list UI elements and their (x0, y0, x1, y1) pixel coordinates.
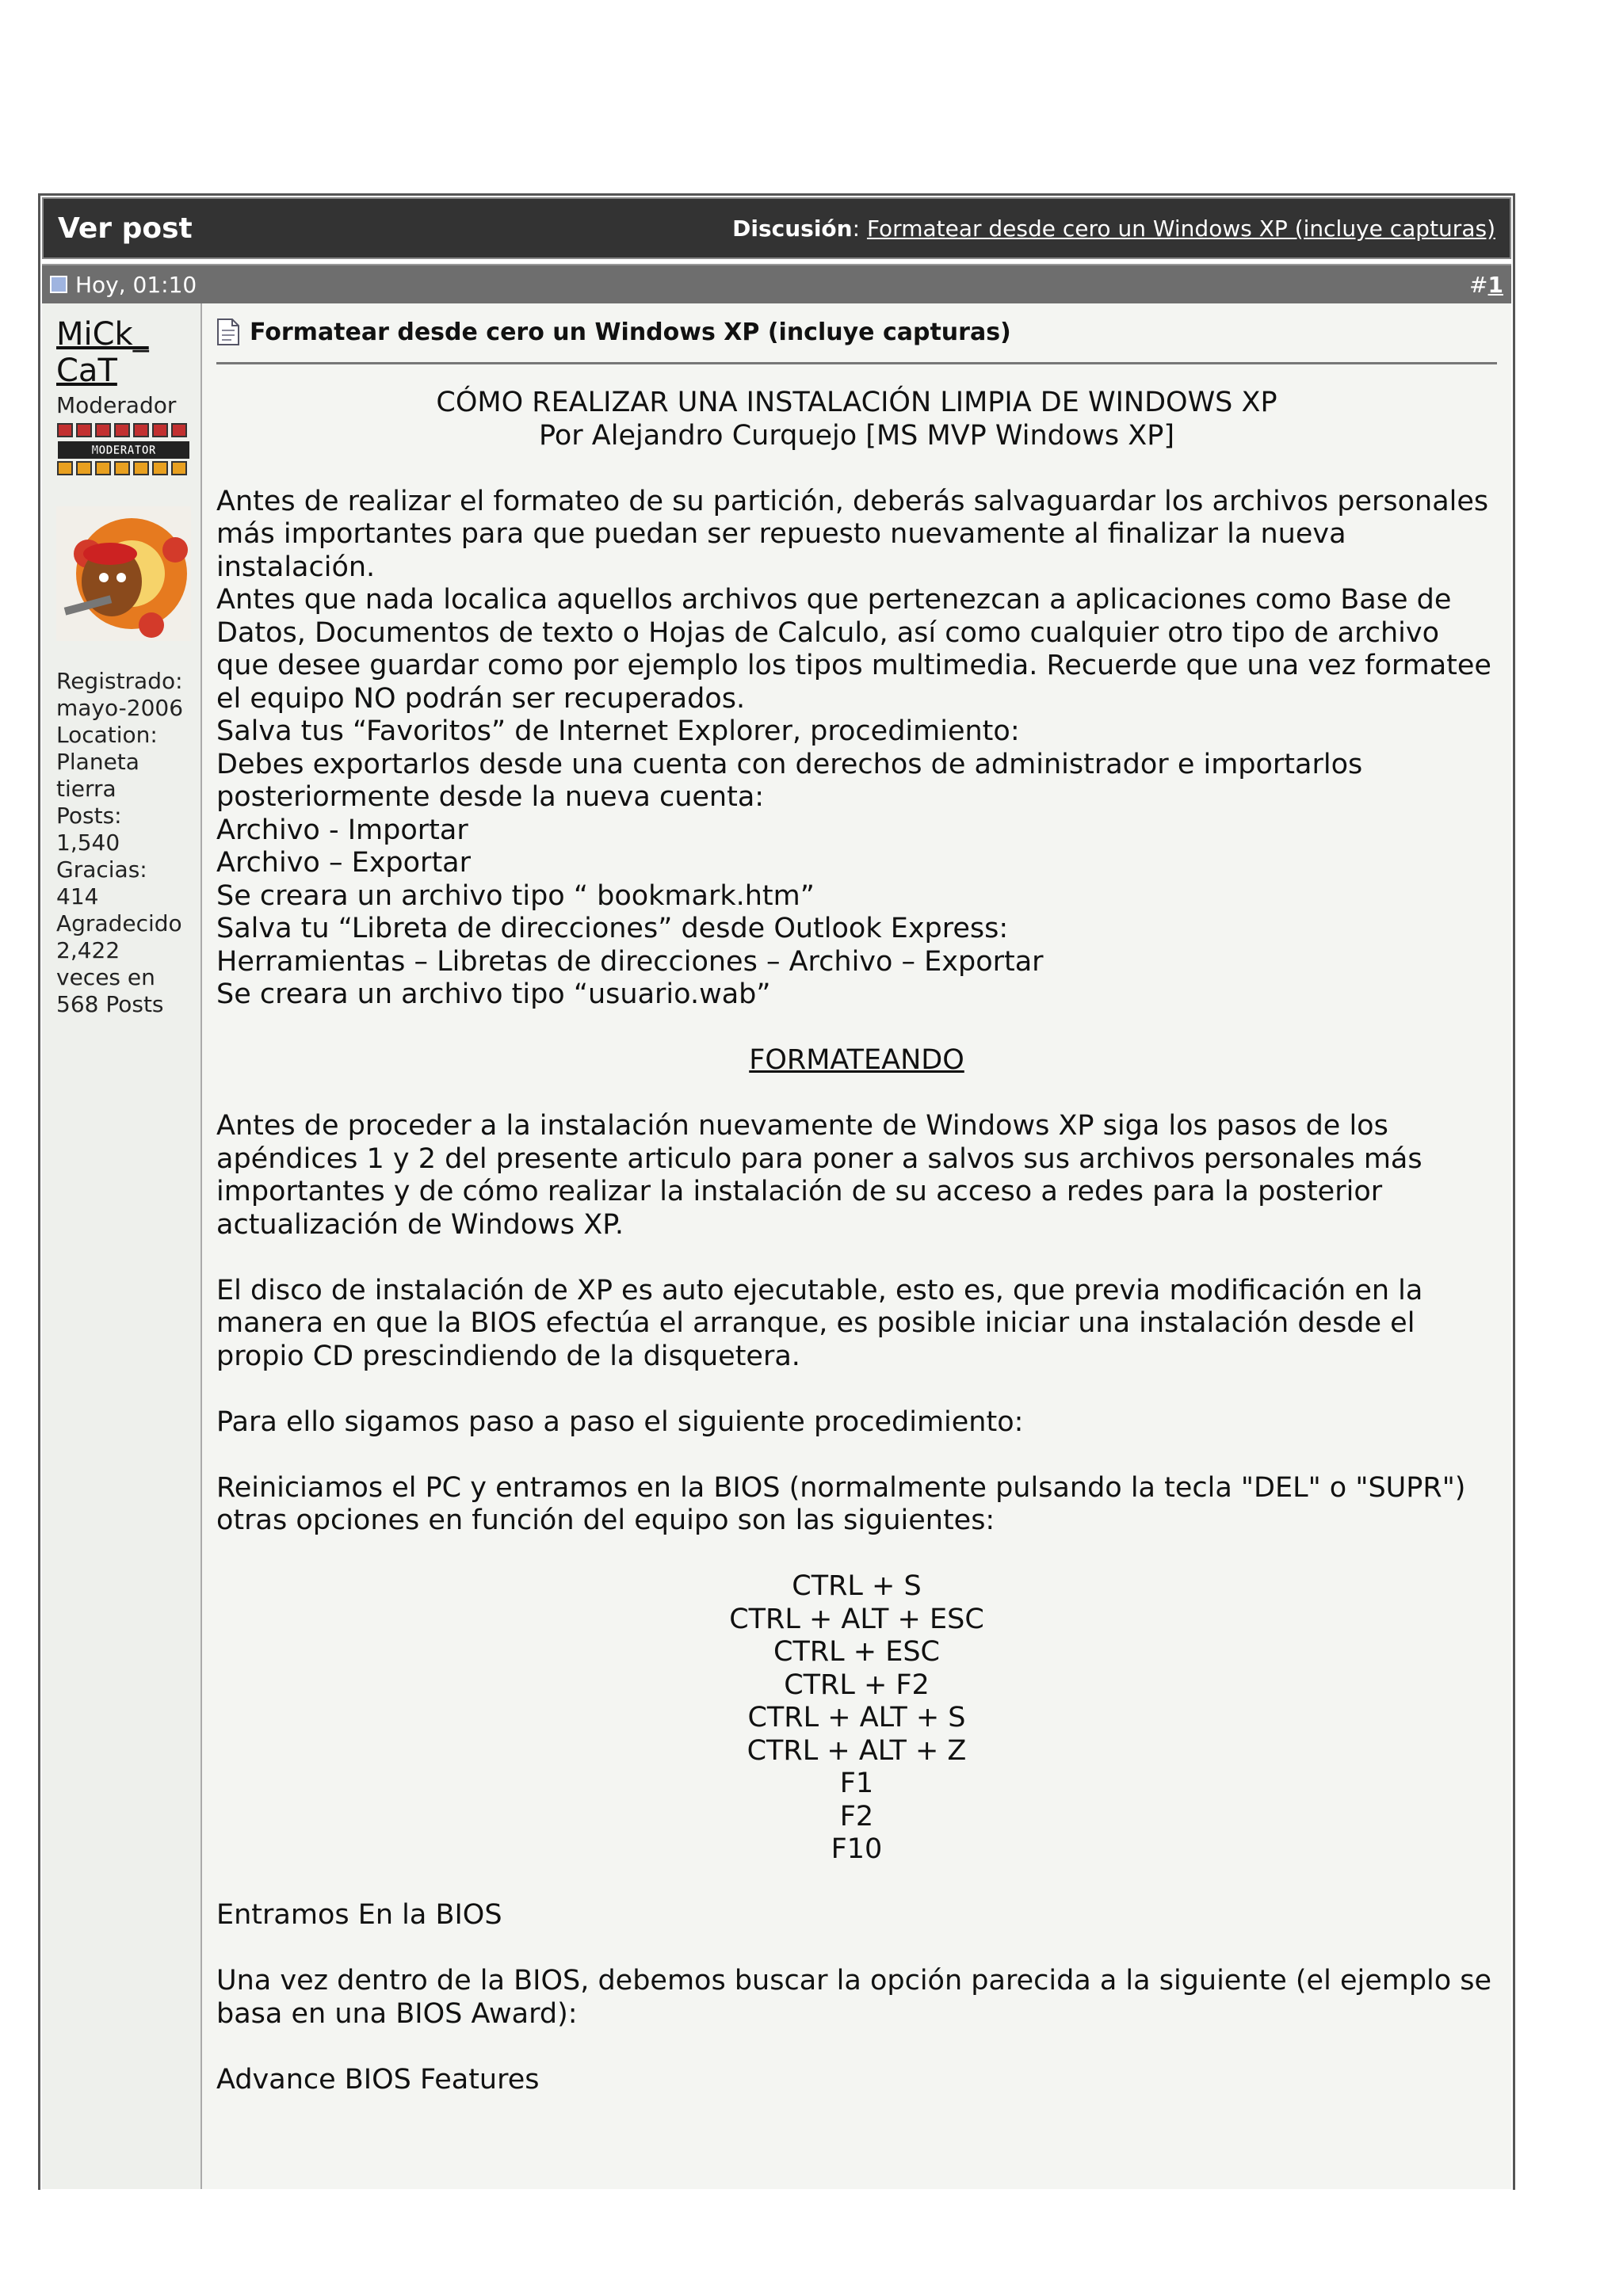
paragraph: Antes que nada localica aquellos archivos que pertenezcan a aplicaciones como Base de Datos, Documentos de texto o Hojas de Calculo, así como cualquier otro tipo de archivo que desee guardar como por ejemplo los tipos multimedia. Recuerde que una vez formatee el equipo NO podrán ser recuperados. (216, 584, 1491, 715)
paragraph: Archivo - Importar (216, 814, 468, 846)
paragraph: Debes exportarlos desde una cuenta con derechos de administrador e importarlos posteriormente desde la nueva cuenta: (216, 748, 1363, 813)
rank-square (153, 424, 167, 437)
paragraph: Herramientas – Libretas de direcciones – Archivo – Exportar (216, 945, 1044, 978)
document-icon (216, 318, 240, 346)
info-line: Posts: (56, 803, 122, 829)
username-line2: CaT (56, 353, 117, 389)
paragraph: Advance BIOS Features (216, 2063, 540, 2096)
paragraph: Salva tus “Favoritos” de Internet Explorer, procedimiento: (216, 715, 1020, 747)
rank-square (115, 462, 129, 475)
paragraph: Se creara un archivo tipo “ bookmark.htm” (216, 879, 815, 912)
paragraph: Se creara un archivo tipo “usuario.wab” (216, 978, 771, 1010)
rank-square (134, 462, 148, 475)
info-line: mayo-2006 (56, 695, 184, 721)
post-title: Formatear desde cero un Windows XP (incluye capturas) (250, 318, 1011, 346)
page-title: Ver post (58, 212, 193, 245)
post-date-bar (42, 264, 1511, 303)
post-header-bar (42, 197, 1511, 259)
key-combo: CTRL + F2 (784, 1669, 930, 1701)
key-combo: CTRL + ESC (773, 1636, 940, 1668)
paragraph: Antes de proceder a la instalación nuevamente de Windows XP siga los pasos de los apéndices 1 y 2 del presente articulo para poner a salvos sus archivos personales más importantes y de cómo realizar la instalación de su acceso a redes para la posterior actualización de Windows XP. (216, 1110, 1423, 1241)
rank-square (77, 462, 91, 475)
rank-square (134, 424, 148, 437)
post-content-row (42, 303, 1511, 2189)
info-line: Gracias: (56, 856, 147, 883)
info-line: 414 (56, 883, 99, 910)
key-combo: F2 (839, 1800, 874, 1833)
rank-square (153, 462, 167, 475)
post-body (202, 303, 1511, 2189)
post-number-prefix: # (1469, 271, 1488, 298)
rank-square (58, 424, 72, 437)
paragraph: Archivo – Exportar (216, 847, 471, 879)
rank-square (96, 424, 110, 437)
rank-badge (56, 422, 191, 476)
paragraph: Para ello sigamos paso a paso el siguiente procedimiento: (216, 1405, 1024, 1438)
key-combo: CTRL + ALT + S (747, 1702, 966, 1733)
info-line: 2,422 (56, 937, 120, 963)
rank-square (58, 462, 72, 475)
key-combo: F10 (831, 1833, 883, 1865)
post-title-row (216, 318, 1497, 364)
user-title: Moderador (56, 392, 177, 418)
post-number (1469, 272, 1503, 298)
post-date (50, 272, 197, 298)
username-line1: MiCk_ (56, 316, 149, 353)
section-heading: FORMATEANDO (749, 1044, 964, 1076)
key-combo: CTRL + S (792, 1570, 922, 1602)
rank-badge-text: MODERATOR (91, 443, 156, 457)
paragraph: Entramos En la BIOS (216, 1899, 502, 1931)
discussion-link[interactable]: Formatear desde cero un Windows XP (incluye capturas) (866, 215, 1495, 242)
paragraph: Una vez dentro de la BIOS, debemos buscar la opción parecida a la siguiente (el ejemplo se basa en una BIOS Award): (216, 1965, 1492, 2030)
discussion-info: Discusión: Formatear desde cero un Windows XP (incluye capturas) (732, 215, 1495, 242)
rank-square (115, 424, 129, 437)
article-heading: CÓMO REALIZAR UNA INSTALACIÓN LIMPIA DE WINDOWS XP (436, 387, 1277, 418)
post-frame (38, 193, 1515, 2190)
paragraph: El disco de instalación de XP es auto ejecutable, esto es, que previa modificación en la manera en que la BIOS efectúa el arranque, es posible iniciar una instalación desde el propio CD prescindiendo de la disquetera. (216, 1274, 1423, 1372)
info-line: tierra (56, 776, 116, 802)
rank-square (172, 462, 186, 475)
key-combo: F1 (839, 1768, 874, 1799)
rank-square (77, 424, 91, 437)
rank-square (96, 462, 110, 475)
paragraph: Reiniciamos el PC y entramos en la BIOS (normalmente pulsando la tecla "DEL" o "SUPR") otras opciones en función del equipo son las siguientes: (216, 1471, 1466, 1536)
post-date-text: Hoy, 01:10 (75, 271, 197, 298)
user-info (56, 668, 200, 1018)
paragraph: Salva tu “Libreta de direcciones” desde Outlook Express: (216, 913, 1009, 944)
key-combo: CTRL + ALT + Z (747, 1734, 967, 1767)
username-link[interactable] (56, 316, 200, 389)
info-line: 1,540 (56, 830, 120, 856)
article-author: Por Alejandro Curquejo [MS MVP Windows XP] (539, 419, 1174, 452)
info-line: Planeta (56, 749, 139, 775)
info-line: Agradecido (56, 910, 182, 936)
info-line: Registrado: (56, 668, 183, 694)
post-status-icon (50, 276, 67, 293)
post-number-link[interactable]: 1 (1487, 271, 1503, 298)
info-line: Location: (56, 722, 158, 748)
paragraph: Antes de realizar el formateo de su partición, deberás salvaguardar los archivos personales más importantes para que puedan ser repuesto nuevamente al finalizar la nueva instalación. (216, 485, 1489, 583)
post-text (216, 387, 1497, 2096)
discussion-label: Discusión (732, 215, 853, 242)
key-combo: CTRL + ALT + ESC (729, 1603, 984, 1635)
user-sidebar (42, 303, 202, 2189)
user-avatar (56, 506, 191, 641)
info-line: 568 Posts (56, 991, 164, 1017)
info-line: veces en (56, 964, 155, 990)
rank-square (172, 424, 186, 437)
